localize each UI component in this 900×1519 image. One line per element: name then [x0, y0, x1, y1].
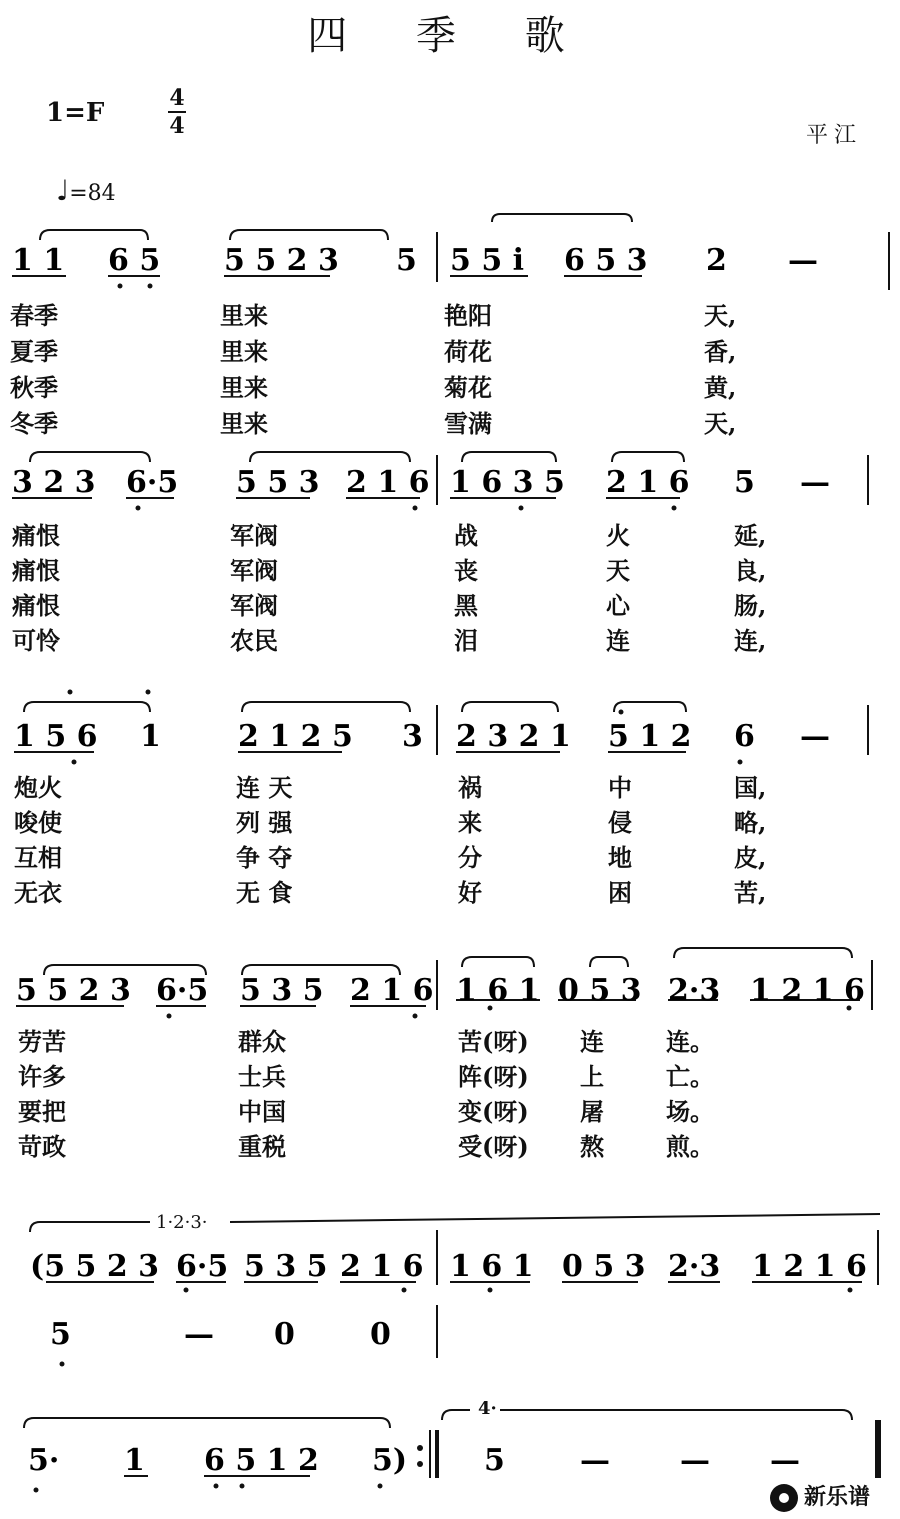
note-group: 2 1 2 5 — [238, 719, 353, 754]
lyric-word: 炮火 — [14, 773, 62, 802]
interlude-note-group: (5 5 2 3 — [30, 1249, 160, 1284]
score-title: 四 季 歌 — [307, 13, 593, 59]
lyric-word: 春季 — [10, 301, 58, 330]
lyric-word: 连 — [606, 626, 630, 655]
note-group: 1 6 1 — [456, 973, 540, 1008]
lyric-word: 雪满 — [444, 409, 492, 438]
note-group: 6 5 3 — [564, 243, 648, 278]
lyric-word: 心 — [606, 591, 630, 620]
interlude-ending-note: 0 — [274, 1317, 295, 1352]
lyric-word: 略, — [734, 808, 767, 837]
barlines — [430, 232, 889, 1478]
lyric-word: 国, — [734, 773, 767, 802]
note-group: 1 5 6 — [14, 719, 98, 754]
lyric-word: 冬季 — [10, 409, 58, 438]
lyric-word: 受(呀) — [458, 1132, 529, 1161]
lyric-word: 变(呀) — [458, 1097, 529, 1126]
lyric-word: 战 — [454, 521, 478, 550]
lyric-word: 火 — [606, 521, 630, 550]
note-group: 1 6 3 5 — [450, 465, 565, 500]
lyric-word: 痛恨 — [12, 556, 60, 585]
watermark-text: 新乐谱 — [804, 1485, 871, 1510]
lyric-word: 地 — [608, 843, 632, 872]
interlude-note-group: 1 2 1 6 — [752, 1249, 867, 1284]
lyric-word: 可怜 — [12, 626, 60, 655]
repeat-dots — [417, 1445, 423, 1467]
lyric-word: 延, — [734, 521, 767, 550]
lyric-word: 夏季 — [10, 337, 58, 366]
volta-label-4: 4· — [478, 1398, 497, 1419]
lyric-word: 痛恨 — [12, 521, 60, 550]
coda-note-group: — — [770, 1443, 800, 1478]
lyric-word: 连 天 — [236, 773, 293, 802]
coda-note-group: — — [580, 1443, 610, 1478]
note-group: 2 1 6 — [350, 973, 434, 1008]
lyric-word: 苦, — [734, 878, 767, 907]
lyric-word: 煎。 — [666, 1132, 714, 1161]
lyric-word: 天 — [606, 556, 630, 585]
lyric-word: 黄, — [704, 373, 737, 402]
note-group: 3 — [402, 719, 423, 754]
interlude-ending-note: 5 — [50, 1317, 71, 1352]
note-group: 5 5 2 3 — [224, 243, 339, 278]
lyric-word: 连, — [734, 626, 767, 655]
lyric-word: 苛政 — [18, 1132, 66, 1161]
lyric-word: 许多 — [18, 1062, 66, 1091]
lyric-word: 香, — [704, 337, 737, 366]
lyric-word: 上 — [580, 1062, 604, 1091]
author: 平江 — [806, 123, 863, 148]
note-group: 2 — [706, 243, 727, 278]
lyric-word: 秋季 — [10, 373, 58, 402]
note-group: 6 5 — [108, 243, 161, 278]
lyric-word: 中 — [608, 773, 632, 802]
lyric-word: 艳阳 — [444, 301, 492, 330]
lyric-word: 分 — [458, 843, 482, 872]
note-group: — — [788, 243, 818, 278]
time-signature-bottom: 4 — [169, 113, 185, 139]
lyric-word: 中国 — [238, 1097, 286, 1126]
lyric-word: 连 — [580, 1027, 604, 1056]
lyric-word: 丧 — [454, 556, 478, 585]
lyric-word: 侵 — [608, 808, 632, 837]
note-group: 0 5 3 — [558, 973, 642, 1008]
note-group: 6 — [734, 719, 755, 754]
lyric-word: 连。 — [666, 1027, 714, 1056]
lyric-word: 困 — [608, 878, 632, 907]
note-group: — — [800, 465, 830, 500]
note-group: 5 3 5 — [240, 973, 324, 1008]
note-group: 5 5 3 — [236, 465, 320, 500]
note-group: — — [800, 719, 830, 754]
tempo-value: =84 — [69, 181, 116, 206]
lyric-word: 苦(呀) — [458, 1027, 529, 1056]
lyric-word: 来 — [458, 808, 482, 837]
lyric-word: 群众 — [238, 1027, 286, 1056]
lyric-word: 亡。 — [666, 1062, 714, 1091]
coda-note-group: 5· — [28, 1443, 60, 1478]
coda-note-group: 6 5 1 2 — [204, 1443, 319, 1478]
lyric-word: 里来 — [220, 301, 268, 330]
lyric-word: 泪 — [454, 626, 478, 655]
note-group: 6·5 — [126, 465, 179, 500]
note-group: 5 1 2 — [608, 719, 692, 754]
note-group: 2 3 2 1 — [456, 719, 571, 754]
lyric-word: 劳苦 — [18, 1027, 66, 1056]
coda-note-group: 5) — [372, 1443, 408, 1478]
lyric-word: 争 夺 — [236, 843, 293, 872]
note-group: 5 5 2 3 — [16, 973, 131, 1008]
note-group: 1 1 — [12, 243, 65, 278]
note-group: 5 — [396, 243, 417, 278]
interlude-note-group: 6·5 — [176, 1249, 229, 1284]
lyric-word: 荷花 — [444, 337, 492, 366]
lyric-word: 肠, — [734, 591, 767, 620]
lyric-word: 熬 — [580, 1132, 604, 1161]
lyric-word: 里来 — [220, 409, 268, 438]
lyric-word: 农民 — [230, 626, 278, 655]
note-group: 6·5 — [156, 973, 209, 1008]
lyric-word: 好 — [458, 878, 482, 907]
lyric-word: 天, — [704, 409, 737, 438]
lyric-word: 军阀 — [230, 521, 278, 550]
interlude-note-group: 0 5 3 — [562, 1249, 646, 1284]
lyric-word: 祸 — [458, 773, 482, 802]
note-group: 2·3 — [668, 973, 721, 1008]
note-group: 5 — [734, 465, 755, 500]
coda-note-group: 1 — [124, 1443, 145, 1478]
lyric-word: 场。 — [666, 1097, 714, 1126]
note-group: 2 1 6 — [346, 465, 430, 500]
time-signature-top: 4 — [169, 85, 185, 111]
lyric-word: 良, — [734, 556, 767, 585]
lyric-word: 军阀 — [230, 591, 278, 620]
interlude-note-group: 5 3 5 — [244, 1249, 328, 1284]
lyric-word: 天, — [704, 301, 737, 330]
note-group: 5 5 i — [450, 243, 525, 278]
lyric-word: 列 强 — [236, 808, 293, 837]
quarter-note-icon: ♩ — [56, 174, 70, 207]
lyric-word: 皮, — [734, 843, 767, 872]
note-group: 3 2 3 — [12, 465, 96, 500]
lyric-word: 士兵 — [238, 1062, 286, 1091]
coda-note-group: 5 — [484, 1443, 505, 1478]
lyric-word: 要把 — [18, 1097, 66, 1126]
lyric-word: 屠 — [580, 1097, 604, 1126]
coda-note-group: — — [680, 1443, 710, 1478]
lyric-word: 痛恨 — [12, 591, 60, 620]
interlude-note-group: 1 6 1 — [450, 1249, 534, 1284]
lyric-word: 唆使 — [14, 808, 62, 837]
lyric-word: 阵(呀) — [458, 1062, 529, 1091]
watermark — [770, 1480, 870, 1512]
lyric-word: 军阀 — [230, 556, 278, 585]
interlude-note-group: 2·3 — [668, 1249, 721, 1284]
interlude-note-group: 2 1 6 — [340, 1249, 424, 1284]
key-signature: 1=F — [46, 98, 105, 128]
note-group: 1 2 1 6 — [750, 973, 865, 1008]
volta-label-1-2-3: 1·2·3· — [156, 1212, 208, 1233]
lyric-word: 里来 — [220, 337, 268, 366]
interlude-ending-note: 0 — [370, 1317, 391, 1352]
lyric-word: 菊花 — [444, 373, 492, 402]
note-group: 2 1 6 — [606, 465, 690, 500]
note-group: 1 — [140, 719, 161, 754]
lyric-word: 黑 — [454, 591, 478, 620]
lyric-word: 无 食 — [236, 878, 293, 907]
lyric-word: 互相 — [14, 843, 62, 872]
lyric-word: 无衣 — [14, 878, 62, 907]
lyric-word: 里来 — [220, 373, 268, 402]
lyric-word: 重税 — [238, 1132, 286, 1161]
interlude-ending-note: — — [184, 1317, 214, 1352]
disc-logo-icon — [770, 1484, 798, 1512]
